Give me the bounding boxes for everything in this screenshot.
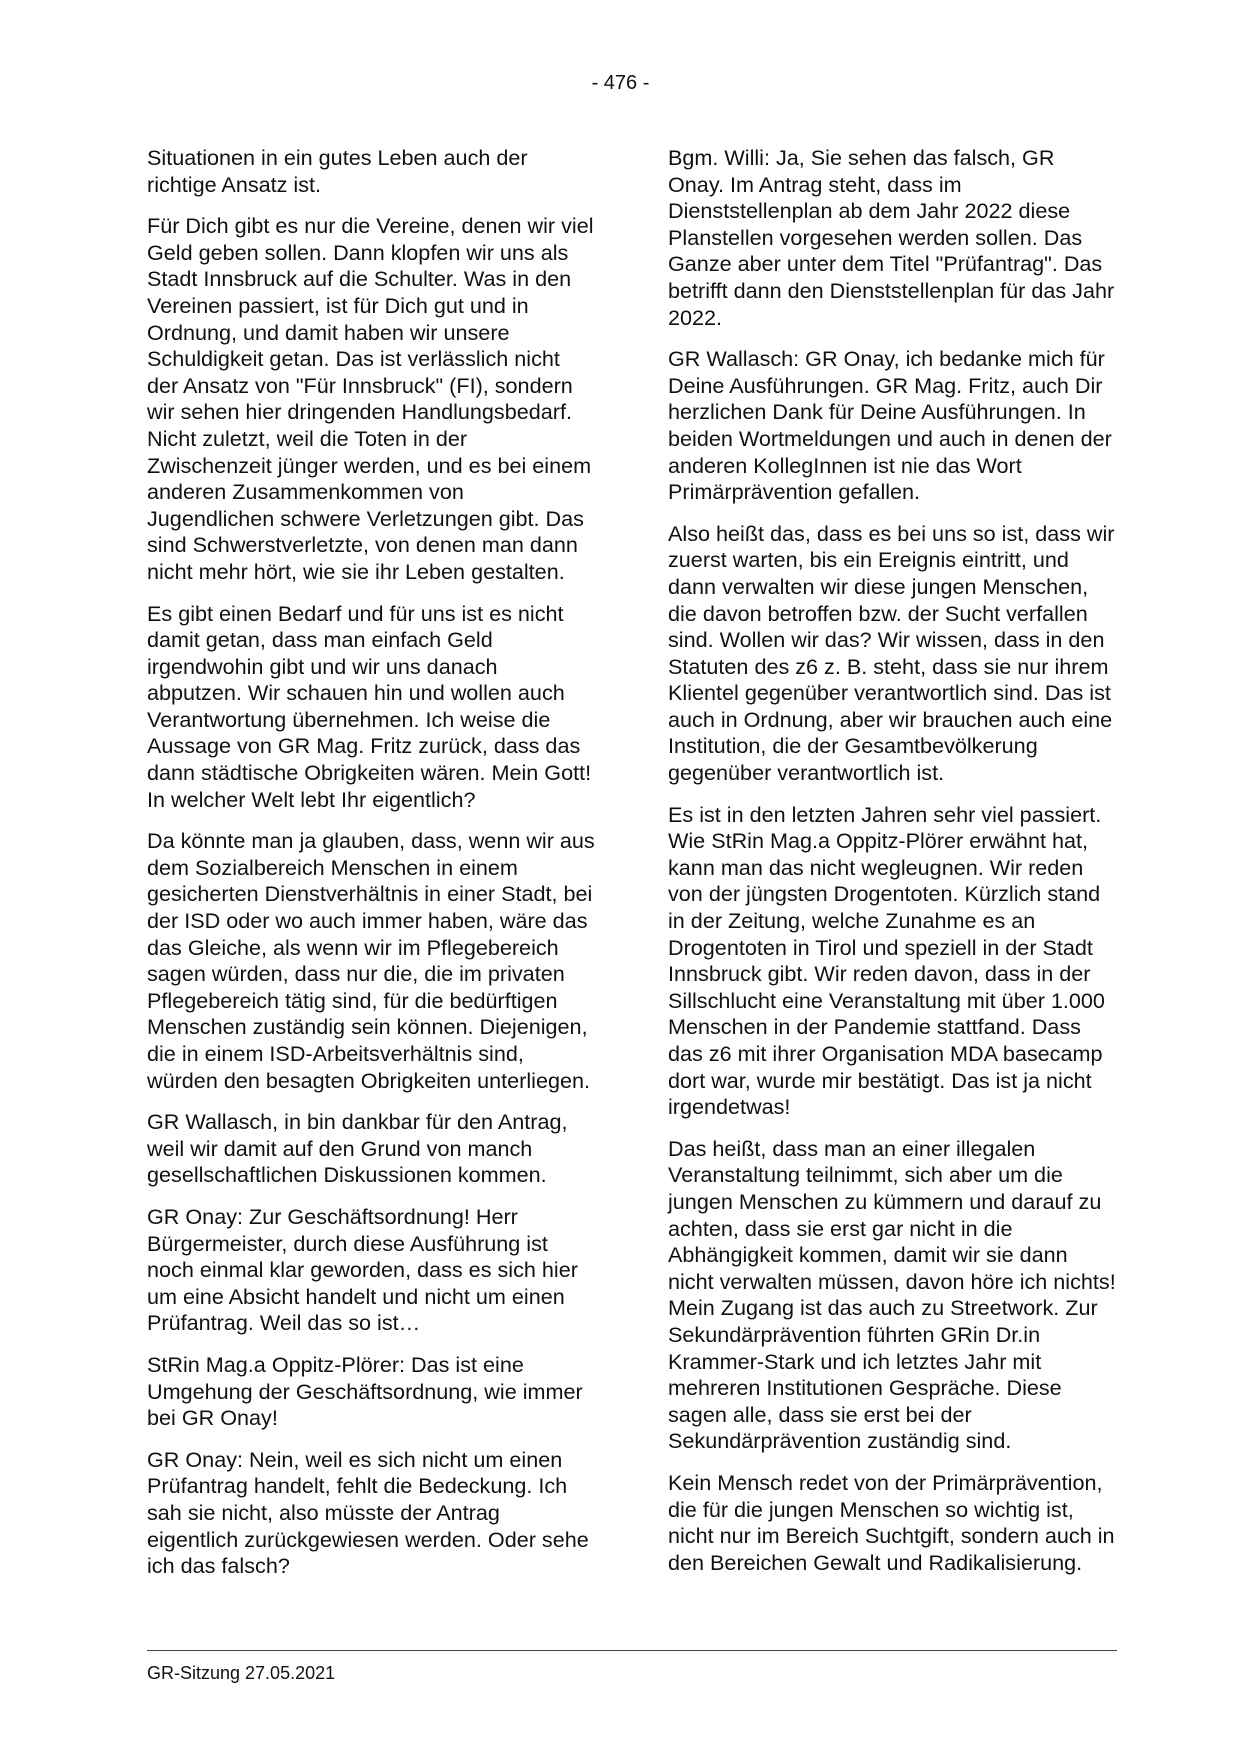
right-column <box>668 145 1116 1591</box>
paragraph: Bgm. Willi: Ja, Sie sehen das falsch, GR Onay. Im Antrag steht, dass im Dienststellenplan ab dem Jahr 2022 diese Planstellen vorgesehen werden sollen. Das Ganze aber unter dem Titel "Prüfantrag". Das betrifft dann den Dienststellenplan für das Jahr 2022. <box>668 145 1115 330</box>
paragraph: StRin Mag.a Oppitz-Plörer: Das ist eine Umgehung der Geschäftsordnung, wie immer bei GR Onay! <box>147 1351 583 1431</box>
footer-text: GR-Sitzung 27.05.2021 <box>147 1663 336 1683</box>
paragraph: Es gibt einen Bedarf und für uns ist es nicht damit getan, dass man einfach Geld irgendwohin gibt und wir uns danach abputzen. Wir schauen hin und wollen auch Verantwortung übernehmen. Ich weise die Aussage von GR Mag. Fritz zurück, dass das dann städtische Obrigkeiten wären. Mein Gott! In welcher Welt lebt Ihr eigentlich? <box>147 600 592 812</box>
paragraph: GR Wallasch, in bin dankbar für den Antrag, weil wir damit auf den Grund von manch gesellschaftlichen Diskussionen kommen. <box>147 1109 568 1188</box>
paragraph: Kein Mensch redet von der Primärprävention, die für die jungen Menschen so wichtig ist, nicht nur im Bereich Suchtgift, sondern auch in den Bereichen Gewalt und Radikalisierung. <box>668 1469 1115 1575</box>
paragraph: GR Wallasch: GR Onay, ich bedanke mich für Deine Ausführungen. GR Mag. Fritz, auch Dir herzlichen Dank für Deine Ausführungen. In beiden Wortmeldungen und auch in denen der anderen KollegInnen ist nie das Wort Primärprävention gefallen. <box>668 346 1112 505</box>
paragraph: Also heißt das, dass es bei uns so ist, dass wir zuerst warten, bis ein Ereignis eintritt, und dann verwalten wir diese jungen Menschen, die davon betroffen bzw. der Sucht verfallen sind. Wollen wir das? Wir wissen, dass in den Statuten des z6 z. B. steht, dass sie nur ihrem Klientel gegenüber verantwortlich sind. Das ist auch in Ordnung, aber wir brauchen auch eine Institution, die der Gesamtbevölkerung gegenüber verantwortlich ist. <box>668 520 1115 786</box>
page-number: - 476 - <box>591 72 650 94</box>
paragraph: Da könnte man ja glauben, dass, wenn wir aus dem Sozialbereich Menschen in einem gesicherten Dienstverhältnis in einer Stadt, bei der ISD oder wo auch immer haben, wäre das das Gleiche, als wenn wir im Pflegebereich sagen würden, dass nur die, die im privaten Pflegebereich tätig sind, für die bedürftigen Menschen zuständig sein können. Diejenigen, die in einem ISD-Arbeitsverhältnis sind, würden den besagten Obrigkeiten unterliegen. <box>147 828 595 1093</box>
footer-divider <box>147 1650 1117 1651</box>
paragraph: Das heißt, dass man an einer illegalen Veranstaltung teilnimmt, sich aber um die jungen Menschen zu kümmern und darauf zu achten, dass sie erst gar nicht in die Abhängigkeit kommen, damit wir sie dann nicht verwalten müssen, davon höre ich nichts! Mein Zugang ist das auch zu Streetwork. Zur Sekundärprävention führten GRin Dr.in Krammer-Stark und ich letztes Jahr mit mehreren Institutionen Gespräche. Diese sagen alle, dass sie erst bei der Sekundärprävention zuständig sind. <box>668 1135 1116 1454</box>
left-column <box>147 145 595 1595</box>
paragraph: Situationen in ein gutes Leben auch der richtige Ansatz ist. <box>147 145 528 197</box>
paragraph: Es ist in den letzten Jahren sehr viel passiert. Wie StRin Mag.a Oppitz-Plörer erwähnt hat, kann man das nicht wegleugnen. Wir reden von der jüngsten Drogentoten. Kürzlich stand in der Zeitung, welche Zunahme es an Drogentoten in Tirol und speziell in der Stadt Innsbruck gibt. Wir reden davon, dass in der Sillschlucht eine Veranstaltung mit über 1.000 Menschen in der Pandemie stattfand. Dass das z6 mit ihrer Organisation MDA basecamp dort war, wurde mir bestätigt. Das ist ja nicht irgendetwas! <box>668 801 1105 1120</box>
paragraph: Für Dich gibt es nur die Vereine, denen wir viel Geld geben sollen. Dann klopfen wir uns als Stadt Innsbruck auf die Schulter. Was in den Vereinen passiert, ist für Dich gut und in Ordnung, und damit haben wir unsere Schuldigkeit getan. Das ist verlässlich nicht der Ansatz von "Für Innsbruck" (FI), sondern wir sehen hier dringenden Handlungsbedarf. Nicht zuletzt, weil die Toten in der Zwischenzeit jünger werden, und es bei einem anderen Zusammenkommen von Jugendlichen schwere Verletzungen gibt. Das sind Schwerstverletzte, von denen man dann nicht mehr hört, wie sie ihr Leben gestalten. <box>147 213 594 584</box>
paragraph: GR Onay: Zur Geschäftsordnung! Herr Bürgermeister, durch diese Ausführung ist noch einmal klar geworden, dass es sich hier um eine Absicht handelt und nicht um einen Prüfantrag. Weil das so ist… <box>147 1203 578 1336</box>
paragraph: GR Onay: Nein, weil es sich nicht um einen Prüfantrag handelt, fehlt die Bedeckung. Ich sah sie nicht, also müsste der Antrag eigentlich zurückgewiesen werden. Oder sehe ich das falsch? <box>147 1446 589 1579</box>
